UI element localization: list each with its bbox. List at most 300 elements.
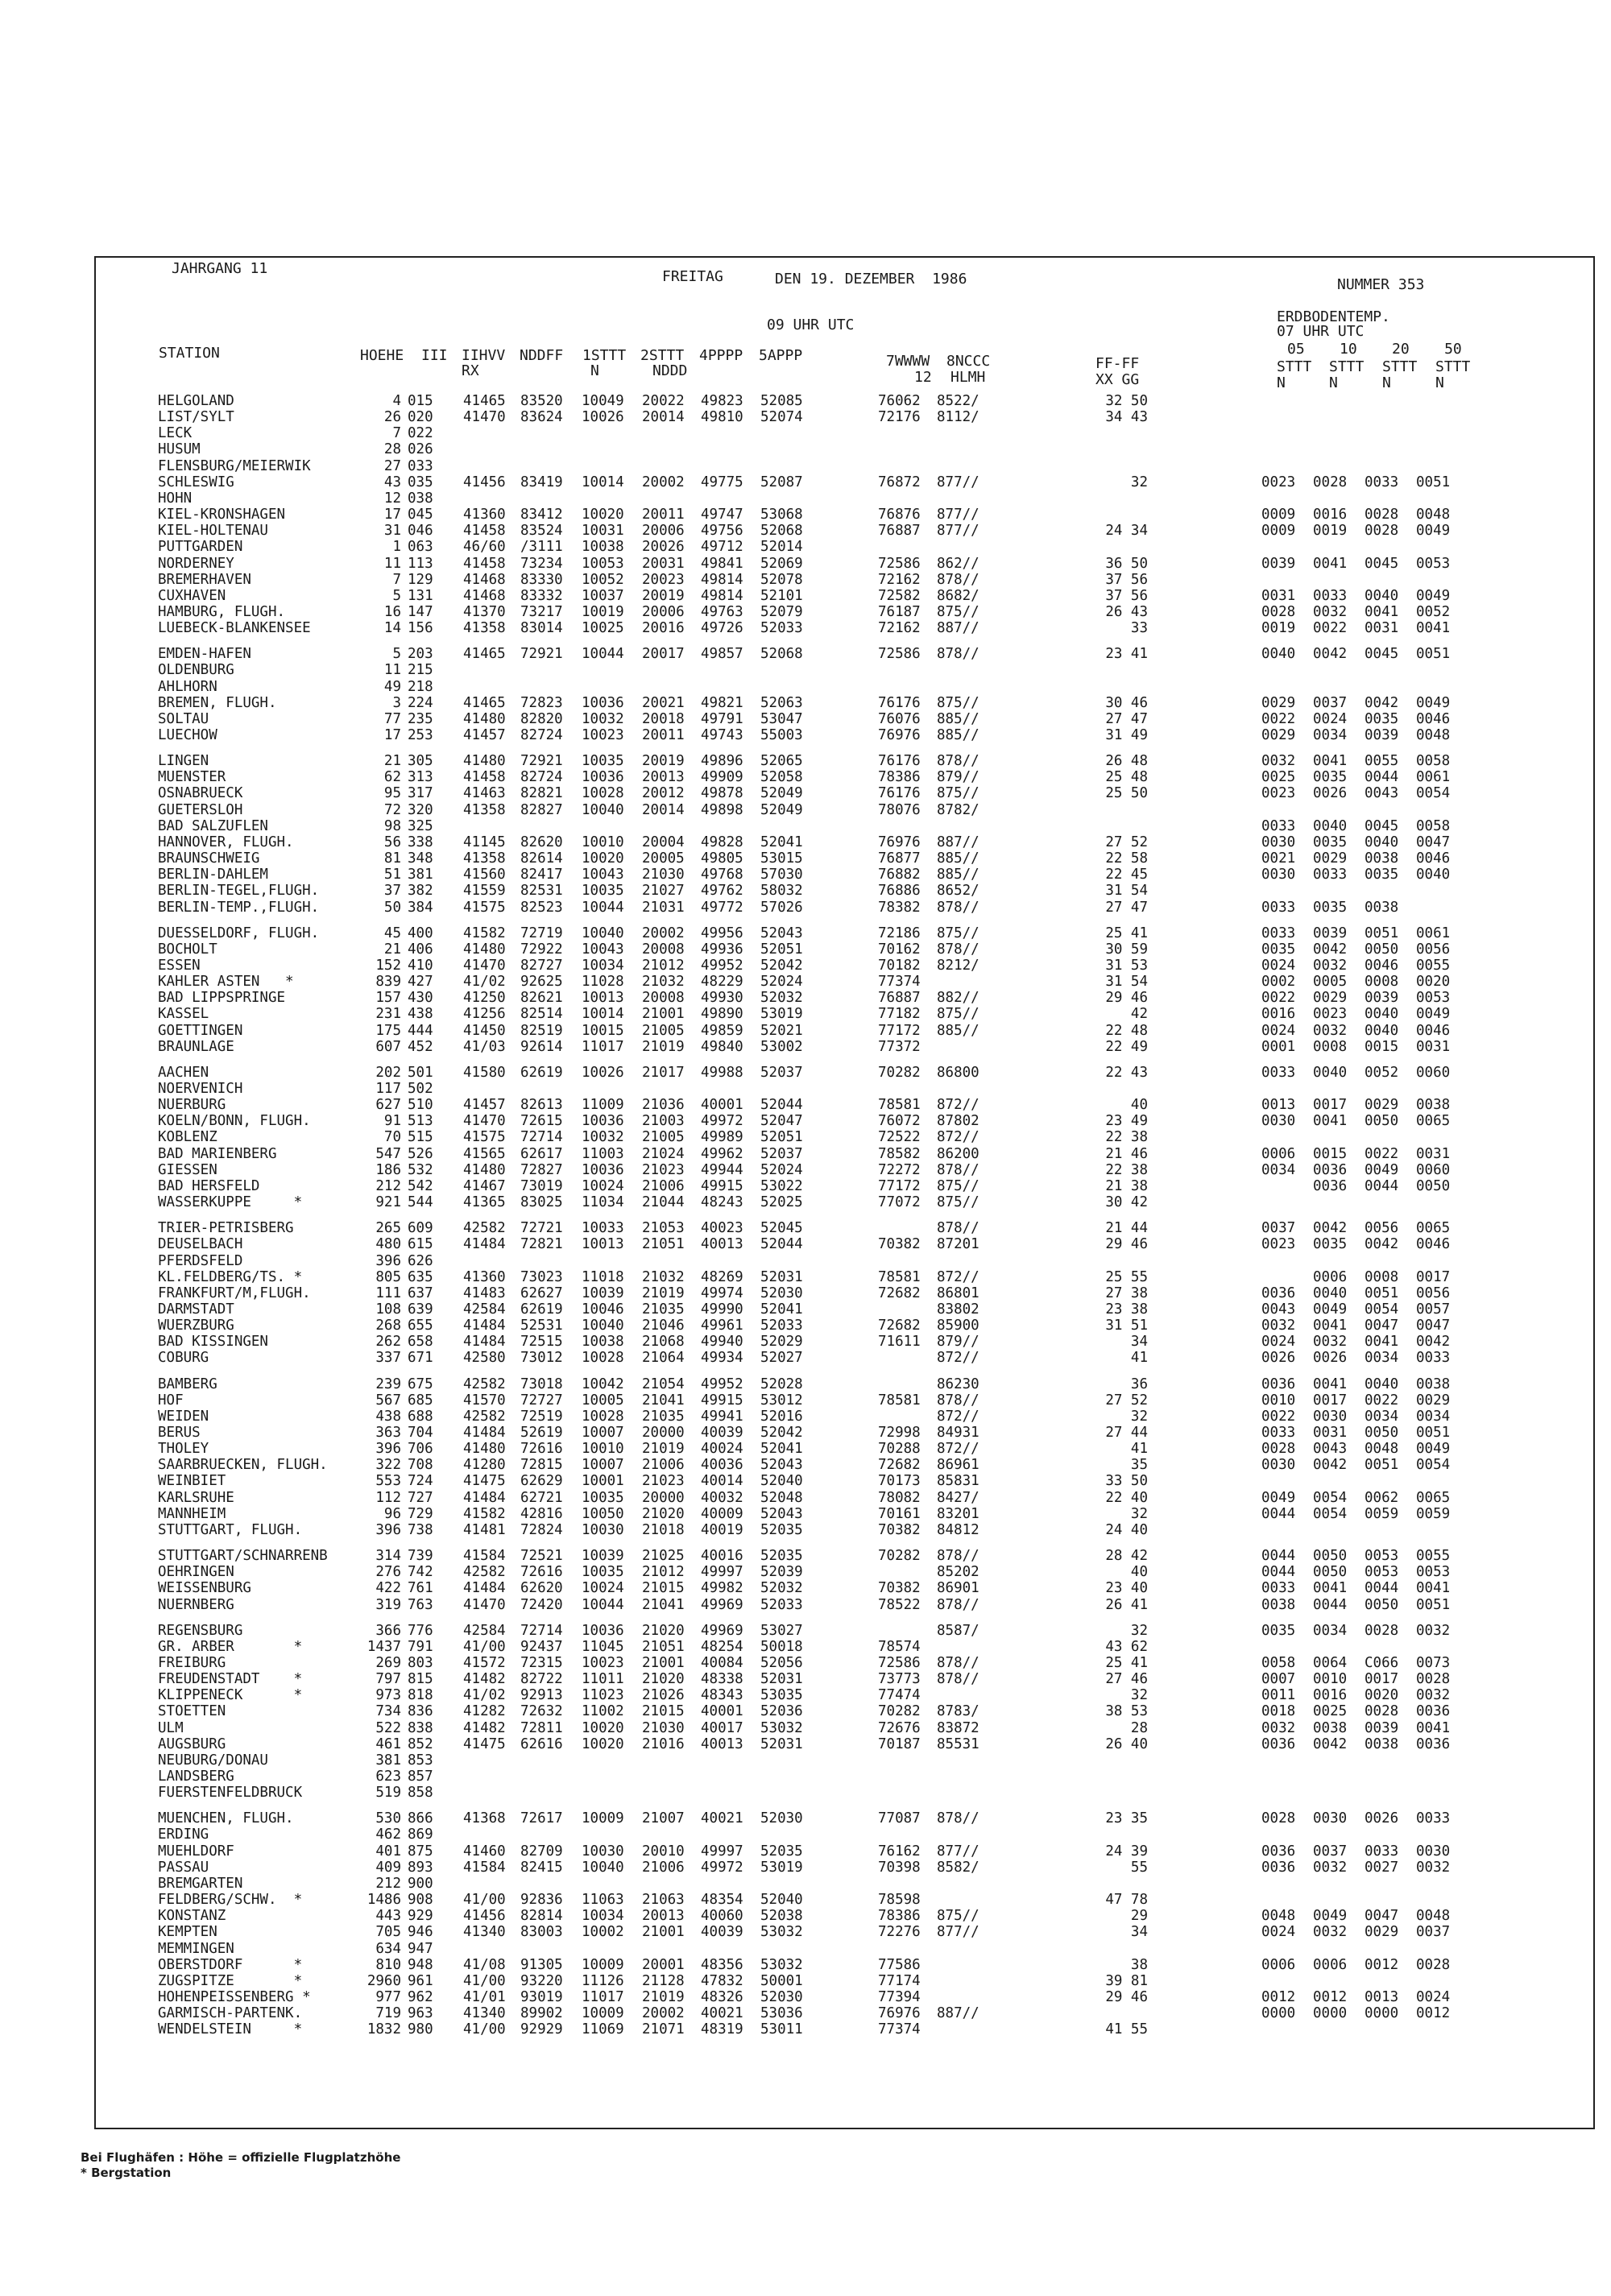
cell-sttt1: 10039 (582, 1548, 624, 1565)
cell-soil10: 0035 (1313, 769, 1348, 786)
cell-sttt2: 21054 (642, 1376, 685, 1392)
cell-nccc: 83201 (937, 1505, 979, 1522)
cell-hoehe: 366 (375, 1622, 401, 1639)
cell-wwww: 72676 (878, 1719, 921, 1736)
cell-nccc: 875// (937, 603, 979, 620)
cell-soil05: 0016 (1261, 1006, 1296, 1023)
cell-iii: 430 (408, 990, 433, 1007)
cell-sttt1: 10020 (582, 1735, 624, 1752)
cell-soil10: 0017 (1313, 1097, 1348, 1114)
cell-soil10: 0006 (1313, 1956, 1348, 1973)
cell-ffgg: 28 42 (1105, 1548, 1148, 1565)
cell-soil20: 0050 (1365, 941, 1399, 958)
cell-soil50: 0041 (1416, 1719, 1451, 1736)
cell-soil05: 0038 (1261, 1596, 1296, 1613)
cell-soil20: 0039 (1365, 1719, 1399, 1736)
cell-ffgg: 43 62 (1105, 1638, 1148, 1655)
cell-sttt1: 10038 (582, 539, 624, 556)
cell-iihvv: 41480 (463, 1161, 506, 1178)
cell-appp: 52042 (760, 1425, 803, 1441)
jahrgang: JAHRGANG 11 (172, 260, 268, 277)
cell-pppp: 49821 (701, 694, 743, 711)
cell-nddff: 83419 (520, 474, 563, 490)
cell-iihvv: 42584 (463, 1622, 506, 1639)
cell-nddff: 93019 (520, 1988, 563, 2005)
cell-ffgg: 25 48 (1105, 769, 1148, 786)
cell-nccc: 8682/ (937, 587, 979, 604)
cell-station: STUTTGART/SCHNARRENB (158, 1548, 328, 1565)
cell-station: LECK (158, 425, 193, 442)
cell-station: TRIER-PETRISBERG (158, 1220, 294, 1237)
cell-soil50: 0033 (1416, 1810, 1451, 1827)
cell-nddff: 93220 (520, 1972, 563, 1989)
cell-sttt2: 20017 (642, 646, 685, 663)
cell-sttt1: 10010 (582, 1441, 624, 1458)
cell-pppp: 49962 (701, 1145, 743, 1162)
cell-station: KOBLENZ (158, 1129, 217, 1146)
cell-soil05: 0033 (1261, 1064, 1296, 1081)
cell-appp: 53011 (760, 2021, 803, 2038)
cell-ffgg: 32 (1130, 1505, 1148, 1522)
cell-appp: 52035 (760, 1548, 803, 1565)
cell-soil10: 0005 (1313, 974, 1348, 991)
cell-hoehe: 5 (392, 587, 401, 604)
cell-station: BERLIN-TEMP.,FLUGH. (158, 899, 320, 916)
cell-soil10: 0033 (1313, 587, 1348, 604)
cell-hoehe: 96 (383, 1505, 401, 1522)
cell-iii: 224 (408, 694, 433, 711)
cell-iii: 815 (408, 1671, 433, 1688)
cell-soil50: 0051 (1416, 1596, 1451, 1613)
cell-sttt2: 20016 (642, 620, 685, 637)
cell-wwww: 76187 (878, 603, 921, 620)
cell-ffgg: 24 39 (1105, 1843, 1148, 1860)
cell-soil05: 0058 (1261, 1654, 1296, 1671)
cell-hoehe: 112 (375, 1489, 401, 1506)
cell-nccc: 8782/ (937, 801, 979, 818)
cell-iihvv: 41457 (463, 727, 506, 743)
cell-hoehe: 1 (392, 539, 401, 556)
cell-sttt2: 21016 (642, 1735, 685, 1752)
cell-hoehe: 7 (392, 425, 401, 442)
cell-nddff: /3111 (520, 539, 563, 556)
cell-wwww: 77394 (878, 1988, 921, 2005)
cell-soil20: 0040 (1365, 1022, 1399, 1039)
cell-sttt2: 21001 (642, 1006, 685, 1023)
cell-soil20: 0056 (1365, 1220, 1399, 1237)
cell-nddff: 72714 (520, 1622, 563, 1639)
cell-appp: 52079 (760, 603, 803, 620)
cell-iii: 729 (408, 1505, 433, 1522)
cell-pppp: 49841 (701, 555, 743, 572)
cell-hoehe: 77 (383, 710, 401, 727)
cell-soil05: 0026 (1261, 1350, 1296, 1367)
cell-station: BERLIN-DAHLEM (158, 867, 268, 883)
cell-appp: 55003 (760, 727, 803, 743)
cell-station: ZUGSPITZE * (158, 1972, 303, 1989)
cell-sttt1: 11023 (582, 1687, 624, 1704)
cell-soil50: 0054 (1416, 785, 1451, 802)
cell-sttt2: 20022 (642, 393, 685, 409)
cell-appp: 52051 (760, 1129, 803, 1146)
cell-iii: 761 (408, 1580, 433, 1597)
cell-iii: 203 (408, 646, 433, 663)
cell-pppp: 49909 (701, 769, 743, 786)
cell-sttt2: 21020 (642, 1622, 685, 1639)
cell-appp: 52065 (760, 753, 803, 770)
cell-soil10: 0040 (1313, 817, 1348, 834)
cell-sttt2: 21032 (642, 974, 685, 991)
cell-appp: 52021 (760, 1022, 803, 1039)
cell-pppp: 49941 (701, 1408, 743, 1425)
cell-hoehe: 797 (375, 1671, 401, 1688)
cell-ffgg: 28 (1130, 1719, 1148, 1736)
cell-nddff: 72824 (520, 1521, 563, 1538)
cell-wwww: 72682 (878, 1457, 921, 1474)
cell-ffgg: 23 38 (1105, 1301, 1148, 1318)
cell-ffgg: 24 34 (1105, 523, 1148, 540)
cell-iii: 038 (408, 490, 433, 507)
cell-iihvv: 42582 (463, 1220, 506, 1237)
cell-appp: 52040 (760, 1473, 803, 1490)
cell-wwww: 76176 (878, 785, 921, 802)
cell-sttt1: 10028 (582, 785, 624, 802)
cell-iii: 626 (408, 1252, 433, 1269)
cell-sttt1: 11063 (582, 1892, 624, 1909)
cell-wwww: 72586 (878, 555, 921, 572)
cell-soil10: 0050 (1313, 1564, 1348, 1581)
cell-soil20: 0038 (1365, 850, 1399, 867)
cell-ffgg: 32 50 (1105, 393, 1148, 409)
cell-iihvv: 41480 (463, 753, 506, 770)
cell-sttt2: 21023 (642, 1161, 685, 1178)
cell-iii: 348 (408, 850, 433, 867)
cell-sttt2: 21025 (642, 1548, 685, 1565)
cell-soil10: 0032 (1313, 957, 1348, 974)
cell-station: AHLHORN (158, 678, 217, 695)
cell-pppp: 48229 (701, 974, 743, 991)
cell-station: MUEHLDORF (158, 1843, 234, 1860)
cell-appp: 52024 (760, 974, 803, 991)
cell-wwww: 72276 (878, 1924, 921, 1941)
cell-nccc: 872// (937, 1097, 979, 1114)
cell-pppp: 49857 (701, 646, 743, 663)
cell-iii: 305 (408, 753, 433, 770)
cell-sttt1: 10037 (582, 587, 624, 604)
cell-ffgg: 22 58 (1105, 850, 1148, 867)
cell-soil20: 0044 (1365, 1177, 1399, 1194)
cell-ffgg: 41 55 (1105, 2021, 1148, 2038)
cell-soil10: 0039 (1313, 925, 1348, 941)
cell-iihvv: 41482 (463, 1719, 506, 1736)
cell-iii: 908 (408, 1892, 433, 1909)
cell-nccc: 887// (937, 834, 979, 850)
cell-pppp: 40017 (701, 1719, 743, 1736)
cell-station: LUECHOW (158, 727, 217, 743)
cell-sttt2: 21001 (642, 1924, 685, 1941)
cell-pppp: 49982 (701, 1580, 743, 1597)
col-n: N (590, 362, 599, 379)
cell-hoehe: 56 (383, 834, 401, 850)
cell-sttt1: 10040 (582, 1318, 624, 1334)
cell-nccc: 877// (937, 1924, 979, 1941)
cell-hoehe: 14 (383, 620, 401, 637)
cell-appp: 52024 (760, 1161, 803, 1178)
cell-sttt1: 10038 (582, 1334, 624, 1351)
cell-wwww: 78522 (878, 1596, 921, 1613)
cell-iihvv: 41340 (463, 2005, 506, 2022)
cell-soil10: 0010 (1313, 1671, 1348, 1688)
col-soil-n3: N (1382, 374, 1391, 391)
cell-soil20: 0047 (1365, 1908, 1399, 1925)
cell-soil10: 0042 (1313, 1735, 1348, 1752)
cell-hoehe: 265 (375, 1220, 401, 1237)
cell-soil50: 0029 (1416, 1392, 1451, 1409)
cell-soil05: 0032 (1261, 753, 1296, 770)
cell-soil20: 0039 (1365, 727, 1399, 743)
cell-sttt2: 20006 (642, 603, 685, 620)
cell-hoehe: 21 (383, 753, 401, 770)
cell-hoehe: 322 (375, 1457, 401, 1474)
cell-iii: 929 (408, 1908, 433, 1925)
cell-iii: 129 (408, 571, 433, 588)
col-nddff: NDDFF (520, 347, 564, 364)
cell-iii: 313 (408, 769, 433, 786)
cell-soil10: 0022 (1313, 620, 1348, 637)
cell-soil20: 0048 (1365, 1441, 1399, 1458)
cell-station: NUERNBERG (158, 1596, 234, 1613)
cell-pppp: 49763 (701, 603, 743, 620)
cell-sttt2: 21005 (642, 1129, 685, 1146)
cell-pppp: 40021 (701, 1810, 743, 1827)
cell-sttt1: 10020 (582, 1719, 624, 1736)
cell-station: FREIBURG (158, 1654, 226, 1671)
cell-pppp: 49956 (701, 925, 743, 941)
cell-ffgg: 32 (1130, 1687, 1148, 1704)
cell-ffgg: 29 46 (1105, 1236, 1148, 1253)
cell-nddff: 83624 (520, 409, 563, 426)
cell-station: DEUSELBACH (158, 1236, 243, 1253)
cell-hoehe: 157 (375, 990, 401, 1007)
cell-ffgg: 33 50 (1105, 1473, 1148, 1490)
cell-pppp: 49768 (701, 867, 743, 883)
cell-ffgg: 27 52 (1105, 1392, 1148, 1409)
cell-iii: 803 (408, 1654, 433, 1671)
col-iihvv: IIHVV (462, 347, 506, 364)
cell-hoehe: 72 (383, 801, 401, 818)
cell-pppp: 49772 (701, 899, 743, 916)
cell-hoehe: 396 (375, 1252, 401, 1269)
cell-ffgg: 26 48 (1105, 753, 1148, 770)
cell-soil50: 0036 (1416, 1735, 1451, 1752)
cell-pppp: 40036 (701, 1457, 743, 1474)
cell-soil50: 0012 (1416, 2005, 1451, 2022)
cell-pppp: 40060 (701, 1908, 743, 1925)
cell-hoehe: 37 (383, 883, 401, 900)
cell-iii: 838 (408, 1719, 433, 1736)
cell-nccc: 8522/ (937, 393, 979, 409)
cell-soil10: 0026 (1313, 1350, 1348, 1367)
cell-station: FELDBERG/SCHW. * (158, 1892, 303, 1909)
cell-appp: 52032 (760, 990, 803, 1007)
col-soil-20: STTT (1382, 358, 1418, 375)
cell-appp: 52047 (760, 1113, 803, 1130)
cell-soil20: 0050 (1365, 1425, 1399, 1441)
cell-hoehe: 111 (375, 1285, 401, 1301)
cell-soil10: 0023 (1313, 1006, 1348, 1023)
cell-iii: 156 (408, 620, 433, 637)
cell-station: FUERSTENFELDBRUCK (158, 1785, 303, 1802)
cell-pppp: 48269 (701, 1268, 743, 1285)
cell-hoehe: 1486 (367, 1892, 401, 1909)
cell-soil50: 0060 (1416, 1064, 1451, 1081)
cell-nddff: 62627 (520, 1285, 563, 1301)
cell-hoehe: 269 (375, 1654, 401, 1671)
cell-pppp: 49712 (701, 539, 743, 556)
cell-ffgg: 29 46 (1105, 1988, 1148, 2005)
cell-soil10: 0041 (1313, 1113, 1348, 1130)
cell-soil50: 0073 (1416, 1654, 1451, 1671)
cell-iihvv: 41370 (463, 603, 506, 620)
cell-sttt2: 20011 (642, 727, 685, 743)
cell-sttt2: 20023 (642, 571, 685, 588)
cell-iihvv: 41340 (463, 1924, 506, 1941)
cell-ffgg: 29 (1130, 1908, 1148, 1925)
cell-soil20: 0040 (1365, 1376, 1399, 1392)
cell-soil10: 0041 (1313, 555, 1348, 572)
cell-soil05: 0036 (1261, 1843, 1296, 1860)
cell-iihvv: 41575 (463, 899, 506, 916)
cell-station: SAARBRUECKEN, FLUGH. (158, 1457, 328, 1474)
cell-appp: 52041 (760, 1441, 803, 1458)
cell-station: FREUDENSTADT * (158, 1671, 303, 1688)
cell-sttt2: 21051 (642, 1236, 685, 1253)
cell-appp: 52036 (760, 1703, 803, 1720)
cell-iii: 671 (408, 1350, 433, 1367)
cell-ffgg: 31 51 (1105, 1318, 1148, 1334)
cell-soil50: 0060 (1416, 1161, 1451, 1178)
cell-hoehe: 462 (375, 1826, 401, 1843)
cell-nddff: 82621 (520, 990, 563, 1007)
cell-soil20: 0044 (1365, 769, 1399, 786)
cell-soil05: 0030 (1261, 1457, 1296, 1474)
cell-sttt2: 21051 (642, 1638, 685, 1655)
cell-soil20: 0040 (1365, 1006, 1399, 1023)
cell-station: COBURG (158, 1350, 209, 1367)
cell-soil05: 0007 (1261, 1671, 1296, 1688)
cell-soil10: 0035 (1313, 834, 1348, 850)
cell-iii: 502 (408, 1081, 433, 1097)
cell-nccc: 885// (937, 710, 979, 727)
cell-iii: 836 (408, 1703, 433, 1720)
cell-station: BRAUNSCHWEIG (158, 850, 260, 867)
cell-wwww: 76872 (878, 474, 921, 490)
cell-soil10: 0044 (1313, 1596, 1348, 1613)
cell-ffgg: 40 (1130, 1564, 1148, 1581)
cell-wwww: 73773 (878, 1671, 921, 1688)
cell-sttt2: 20000 (642, 1425, 685, 1441)
cell-iii: 033 (408, 457, 433, 474)
cell-station: HOF (158, 1392, 184, 1409)
cell-nddff: 82724 (520, 769, 563, 786)
cell-soil05: 0025 (1261, 769, 1296, 786)
cell-sttt1: 11017 (582, 1988, 624, 2005)
cell-soil10: 0035 (1313, 899, 1348, 916)
cell-nccc: 86801 (937, 1285, 979, 1301)
cell-wwww: 77586 (878, 1956, 921, 1973)
cell-station: GUETERSLOH (158, 801, 243, 818)
cell-ffgg: 27 44 (1105, 1425, 1148, 1441)
cell-appp: 52025 (760, 1194, 803, 1211)
cell-hoehe: 409 (375, 1859, 401, 1876)
cell-appp: 53032 (760, 1924, 803, 1941)
cell-wwww: 78386 (878, 769, 921, 786)
cell-sttt1: 11069 (582, 2021, 624, 2038)
cell-sttt2: 21019 (642, 1285, 685, 1301)
cell-pppp: 49859 (701, 1022, 743, 1039)
cell-nddff: 83330 (520, 571, 563, 588)
cell-nccc: 887// (937, 620, 979, 637)
cell-station: LINGEN (158, 753, 209, 770)
cell-sttt2: 21020 (642, 1505, 685, 1522)
cell-appp: 52045 (760, 1220, 803, 1237)
cell-hoehe: 7 (392, 571, 401, 588)
cell-ffgg: 25 41 (1105, 925, 1148, 941)
cell-sttt2: 20031 (642, 555, 685, 572)
cell-pppp: 49814 (701, 587, 743, 604)
cell-soil10: 0041 (1313, 1580, 1348, 1597)
cell-iihvv: 41368 (463, 1810, 506, 1827)
cell-appp: 52027 (760, 1350, 803, 1367)
cell-soil10: 0036 (1313, 1177, 1348, 1194)
cell-ffgg: 26 43 (1105, 603, 1148, 620)
cell-ffgg: 22 49 (1105, 1038, 1148, 1055)
cell-nddff: 62617 (520, 1145, 563, 1162)
cell-nccc: 878// (937, 1810, 979, 1827)
cell-nccc: 872// (937, 1268, 979, 1285)
cell-sttt1: 10026 (582, 409, 624, 426)
cell-station: GOETTINGEN (158, 1022, 243, 1039)
cell-soil50: 0058 (1416, 817, 1451, 834)
cell-soil20: 0041 (1365, 603, 1399, 620)
cell-nccc: 878// (937, 646, 979, 663)
cell-hoehe: 734 (375, 1703, 401, 1720)
cell-hoehe: 719 (375, 2005, 401, 2022)
cell-ffgg: 41 (1130, 1350, 1148, 1367)
cell-soil05: 0032 (1261, 1318, 1296, 1334)
cell-nccc: 877// (937, 523, 979, 540)
cell-sttt1: 11017 (582, 1038, 624, 1055)
cell-station: FRANKFURT/M,FLUGH. (158, 1285, 311, 1301)
cell-nddff: 73012 (520, 1350, 563, 1367)
cell-hoehe: 175 (375, 1022, 401, 1039)
cell-soil05: 0044 (1261, 1505, 1296, 1522)
cell-ffgg: 30 59 (1105, 941, 1148, 958)
cell-sttt1: 11002 (582, 1703, 624, 1720)
cell-station: LIST/SYLT (158, 409, 234, 426)
cell-station: OEHRINGEN (158, 1564, 234, 1581)
cell-nddff: 72821 (520, 1236, 563, 1253)
cell-soil20: 0054 (1365, 1301, 1399, 1318)
cell-appp: 52031 (760, 1268, 803, 1285)
cell-nddff: 92625 (520, 974, 563, 991)
cell-iihvv: 41482 (463, 1671, 506, 1688)
cell-wwww: 76976 (878, 727, 921, 743)
cell-soil50: 0046 (1416, 710, 1451, 727)
cell-iihvv: 41484 (463, 1318, 506, 1334)
cell-sttt1: 10001 (582, 1473, 624, 1490)
cell-station: DARMSTADT (158, 1301, 234, 1318)
